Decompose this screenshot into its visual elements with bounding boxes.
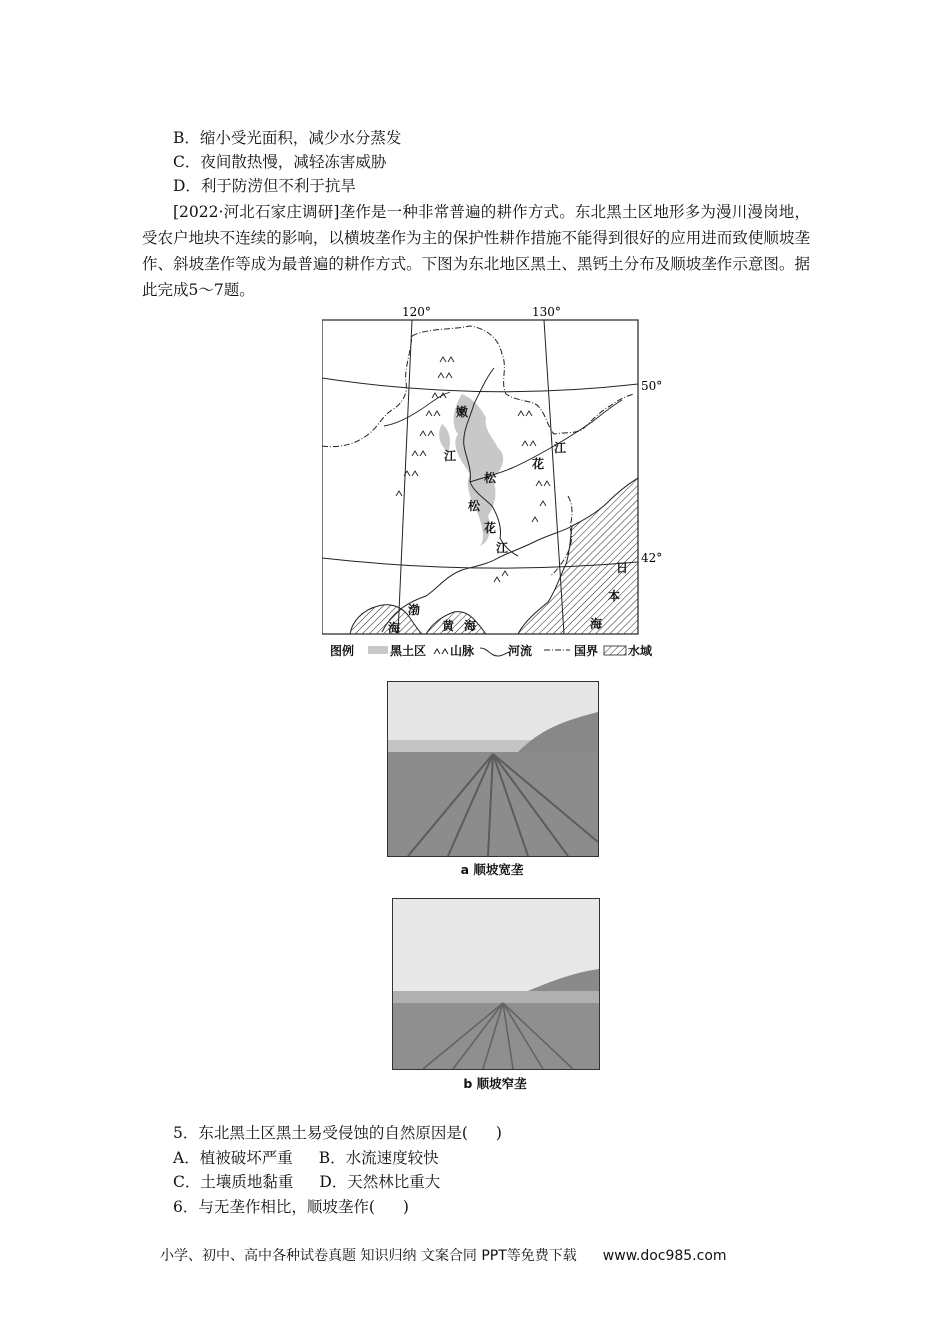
- photo-narrow-ridge-svg: [393, 899, 599, 1069]
- legend-water-swatch: [604, 646, 626, 655]
- question-6-stem-text: 6．与无垄作相比，顺坡垄作(: [173, 1198, 375, 1216]
- caption-narrow-ridge: b 顺坡窄垄: [463, 1076, 527, 1091]
- yellow-sea: [426, 612, 486, 634]
- map-legend: [330, 643, 653, 658]
- lon-label-130: 130°: [532, 306, 561, 319]
- label-jiang-1: 江: [444, 449, 457, 463]
- intro-text: [2022·河北石家庄调研]垄作是一种非常普遍的耕作方式。东北黑土区地形多为漫川漫岗地，受农户地块不连续的影响，以横坡垄作为主的保护性耕作措施不能得到很好的应用进而致使顺坡垄作、斜坡垄作等成为最普遍的耕作方式。下图为东北地区黑土、黑钙土分布及顺坡垄作示意图。据此完成5～7题。: [142, 203, 810, 299]
- footer-url[interactable]: www.doc985.com: [602, 1248, 727, 1264]
- parallel-50: [322, 378, 638, 392]
- photo-narrow-ridge: [392, 898, 600, 1070]
- question-6-stem-close: ): [402, 1198, 409, 1216]
- question-5-option-d: D．天然林比重大: [319, 1173, 441, 1191]
- sea-of-japan: [518, 478, 638, 634]
- question-5-options-row-1: [173, 1148, 439, 1168]
- option-c-prev: C．夜间散热慢，减轻冻害威胁: [173, 153, 387, 171]
- map-svg: [322, 306, 662, 664]
- label-hai-bohai: 海: [388, 621, 401, 635]
- legend-river: 河流: [508, 644, 533, 658]
- page-footer: [160, 1245, 727, 1265]
- label-hua-2: 花: [484, 521, 497, 535]
- caption-wide-ridge: a 顺坡宽垄: [460, 862, 524, 877]
- black-soil-patch: [439, 424, 450, 452]
- label-hua-1: 花: [532, 457, 545, 471]
- intro-paragraph: [142, 199, 810, 303]
- national-border-north: [412, 326, 634, 434]
- lat-label-42: 42°: [641, 551, 662, 565]
- label-hai-japan: 海: [590, 617, 603, 631]
- lat-label-50: 50°: [641, 379, 662, 393]
- label-ri: 日: [616, 561, 629, 575]
- legend-water: 水域: [628, 644, 653, 658]
- legend-mountain-swatch: [434, 649, 448, 654]
- label-jiang-2: 江: [554, 441, 567, 455]
- legend-river-swatch: [480, 648, 510, 656]
- question-5-options-row-2: [173, 1172, 440, 1192]
- legend-border: 国界: [574, 644, 599, 658]
- northeast-map: [322, 306, 662, 664]
- legend-mountain: 山脉: [450, 644, 475, 658]
- question-5-option-b: B．水流速度较快: [318, 1149, 439, 1167]
- label-song-1: 松: [484, 471, 497, 485]
- photo-wide-ridge-svg: [388, 682, 598, 856]
- legend-black-soil: 黑土区: [390, 644, 427, 658]
- option-b-prev: B．缩小受光面积，减少水分蒸发: [173, 129, 402, 147]
- question-5-stem-text: 5．东北黑土区黑土易受侵蚀的自然原因是(: [173, 1124, 468, 1142]
- lon-label-120: 120°: [402, 306, 431, 319]
- question-5-option-a: A．植被破坏严重: [173, 1149, 293, 1167]
- option-d-prev: D．利于防涝但不利于抗旱: [173, 177, 356, 195]
- legend-black-soil-swatch: [368, 646, 388, 654]
- label-huang: 黄: [442, 619, 455, 633]
- question-6-stem: [173, 1197, 409, 1217]
- legend-title: 图例: [330, 644, 355, 658]
- label-ben: 本: [608, 589, 621, 603]
- label-jiang-3: 江: [496, 541, 509, 555]
- national-border-west: [322, 336, 412, 447]
- footer-text: 小学、初中、高中各种试卷真题 知识归纳 文案合同 PPT等免费下载: [160, 1248, 577, 1264]
- label-nen: 嫩: [456, 405, 469, 419]
- label-song-2: 松: [468, 499, 481, 513]
- photo-wide-ridge: [387, 681, 599, 857]
- meridian-120: [398, 320, 412, 634]
- question-5-stem: [173, 1123, 502, 1143]
- question-5-stem-close: ): [495, 1124, 502, 1142]
- label-bo: 渤: [408, 603, 421, 617]
- question-5-option-c: C．土壤质地黏重: [173, 1173, 294, 1191]
- label-hai-yellow: 海: [464, 619, 477, 633]
